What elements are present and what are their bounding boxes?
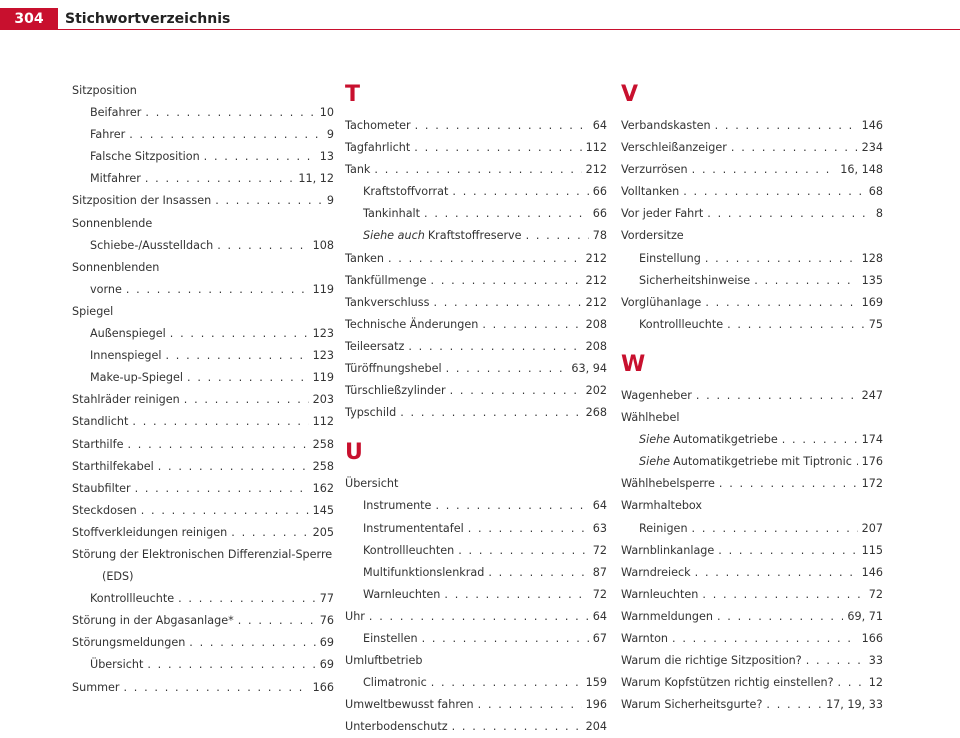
section-letter-w: W bbox=[621, 351, 646, 377]
index-entry: Vordersitze bbox=[621, 229, 684, 243]
index-entry: Störungsmeldungen . . . 69 bbox=[72, 632, 334, 654]
index-entry: Warum Kopfstützen richtig einstellen? . . . 12 bbox=[621, 672, 883, 694]
page-header bbox=[0, 0, 960, 34]
index-entry: Sonnenblende bbox=[72, 216, 153, 230]
index-entry: Wagenheber . . . 247 bbox=[621, 385, 883, 407]
index-entry: Make-up-Spiegel . . . 119 bbox=[72, 367, 334, 389]
index-entry: Umweltbewusst fahren . . . 196 bbox=[345, 694, 607, 716]
index-entry: Technische Änderungen . . . 208 bbox=[345, 314, 607, 336]
index-entry: Warum Sicherheitsgurte? . . . 17, 19, 33 bbox=[621, 694, 883, 716]
index-entry: Standlicht . . . 112 bbox=[72, 411, 334, 433]
index-entry: Wählhebelsperre . . . 172 bbox=[621, 473, 883, 495]
index-entry: Stahlräder reinigen . . . 203 bbox=[72, 389, 334, 411]
index-entry: Summer . . . 166 bbox=[72, 677, 334, 699]
index-entry: Einstellung . . . 128 bbox=[621, 248, 883, 270]
index-entry: Warnleuchten . . . 72 bbox=[621, 584, 883, 606]
index-entry: Instrumente . . . 64 bbox=[345, 495, 607, 517]
section-letter-v: V bbox=[621, 82, 639, 107]
index-entry: Teileersatz . . . 208 bbox=[345, 336, 607, 358]
index-entry: Instrumententafel . . . 63 bbox=[345, 518, 607, 540]
index-entry: Türschließzylinder . . . 202 bbox=[345, 380, 607, 402]
index-entry: Warnmeldungen . . . 69, 71 bbox=[621, 606, 883, 628]
index-entry: Warnblinkanlage . . . 115 bbox=[621, 540, 883, 562]
index-entry: Typschild . . . 268 bbox=[345, 402, 607, 424]
index-entry: Sitzposition bbox=[72, 84, 137, 97]
index-entry: Starthilfekabel . . . 258 bbox=[72, 456, 334, 478]
index-entry: Fahrer . . . 9 bbox=[72, 124, 334, 146]
index-entry: Umluftbetrieb bbox=[345, 654, 423, 668]
index-entry: Verschleißanzeiger . . . 234 bbox=[621, 137, 883, 159]
index-entry: Unterbodenschutz . . . 204 bbox=[345, 716, 607, 738]
index-entry: Steckdosen . . . 145 bbox=[72, 500, 334, 522]
index-entry: Beifahrer . . . 10 bbox=[72, 102, 334, 124]
index-entry: Spiegel bbox=[72, 304, 114, 318]
index-entry: Übersicht . . . 69 bbox=[72, 654, 334, 676]
index-column-2 bbox=[345, 80, 607, 738]
index-entry: Tankverschluss . . . 212 bbox=[345, 292, 607, 314]
index-entry: Siehe Automatikgetriebe mit Tiptronic . . . 176 bbox=[621, 451, 883, 473]
index-column-3 bbox=[621, 80, 883, 716]
index-entry: Übersicht bbox=[345, 477, 399, 491]
index-entry: Tagfahrlicht . . . 112 bbox=[345, 137, 607, 159]
index-entry: Tankfüllmenge . . . 212 bbox=[345, 270, 607, 292]
section-letter-t: T bbox=[345, 82, 361, 107]
index-entry: Warnton . . . 166 bbox=[621, 628, 883, 650]
index-entry: Multifunktionslenkrad . . . 87 bbox=[345, 562, 607, 584]
index-entry: Kontrollleuchte . . . 77 bbox=[72, 588, 334, 610]
page-title: Stichwortverzeichnis bbox=[65, 11, 231, 27]
index-entry: Kontrollleuchte . . . 75 bbox=[621, 314, 883, 336]
index-entry: Innenspiegel . . . 123 bbox=[72, 345, 334, 367]
index-entry: Siehe Automatikgetriebe . . . 174 bbox=[621, 429, 883, 451]
index-entry: Einstellen . . . 67 bbox=[345, 628, 607, 650]
index-entry: Uhr . . . 64 bbox=[345, 606, 607, 628]
index-entry: Sitzposition der Insassen . . . 9 bbox=[72, 190, 334, 212]
index-entry: Climatronic . . . 159 bbox=[345, 672, 607, 694]
index-entry: Starthilfe . . . 258 bbox=[72, 434, 334, 456]
index-entry: Vor jeder Fahrt . . . 8 bbox=[621, 203, 883, 225]
index-entry: Verbandskasten . . . 146 bbox=[621, 115, 883, 137]
index-entry: Tankinhalt . . . 66 bbox=[345, 203, 607, 225]
index-entry: Warum die richtige Sitzposition? . . . 33 bbox=[621, 650, 883, 672]
index-entry: Verzurrösen . . . 16, 148 bbox=[621, 159, 883, 181]
index-entry: Volltanken . . . 68 bbox=[621, 181, 883, 203]
index-entry: Schiebe-/Ausstelldach . . . 108 bbox=[72, 235, 334, 257]
index-entry: Warndreieck . . . 146 bbox=[621, 562, 883, 584]
index-entry: Außenspiegel . . . 123 bbox=[72, 323, 334, 345]
header-rule bbox=[58, 29, 960, 30]
index-column-1 bbox=[72, 80, 334, 699]
index-entry: Sicherheitshinweise . . . 135 bbox=[621, 270, 883, 292]
index-entry: Wählhebel bbox=[621, 411, 680, 425]
index-entry: Tachometer . . . 64 bbox=[345, 115, 607, 137]
index-entry: Kontrollleuchten . . . 72 bbox=[345, 540, 607, 562]
index-entry: Warmhaltebox bbox=[621, 499, 703, 513]
index-entry: Stoffverkleidungen reinigen . . . 205 bbox=[72, 522, 334, 544]
index-entry: Mitfahrer . . . 11, 12 bbox=[72, 168, 334, 190]
index-entry: Siehe auch Kraftstoffreserve . . . 78 bbox=[345, 225, 607, 247]
index-entry: Vorglühanlage . . . 169 bbox=[621, 292, 883, 314]
index-entry: Sonnenblenden bbox=[72, 260, 160, 274]
index-entry: Tanken . . . 212 bbox=[345, 248, 607, 270]
index-entry: Warnleuchten . . . 72 bbox=[345, 584, 607, 606]
page-number: 304 bbox=[0, 8, 58, 30]
index-entry: vorne . . . 119 bbox=[72, 279, 334, 301]
index-entry: Staubfilter . . . 162 bbox=[72, 478, 334, 500]
index-entry: Störung in der Abgasanlage* . . . 76 bbox=[72, 610, 334, 632]
index-entry: Störung der Elektronischen Differenzial-Sperre (EDS) bbox=[72, 547, 333, 584]
index-entry: Falsche Sitzposition . . . 13 bbox=[72, 146, 334, 168]
index-entry: Reinigen . . . 207 bbox=[621, 518, 883, 540]
index-entry: Tank . . . 212 bbox=[345, 159, 607, 181]
section-letter-u: U bbox=[345, 440, 363, 466]
index-entry: Türöffnungshebel . . . 63, 94 bbox=[345, 358, 607, 380]
index-entry: Kraftstoffvorrat . . . 66 bbox=[345, 181, 607, 203]
